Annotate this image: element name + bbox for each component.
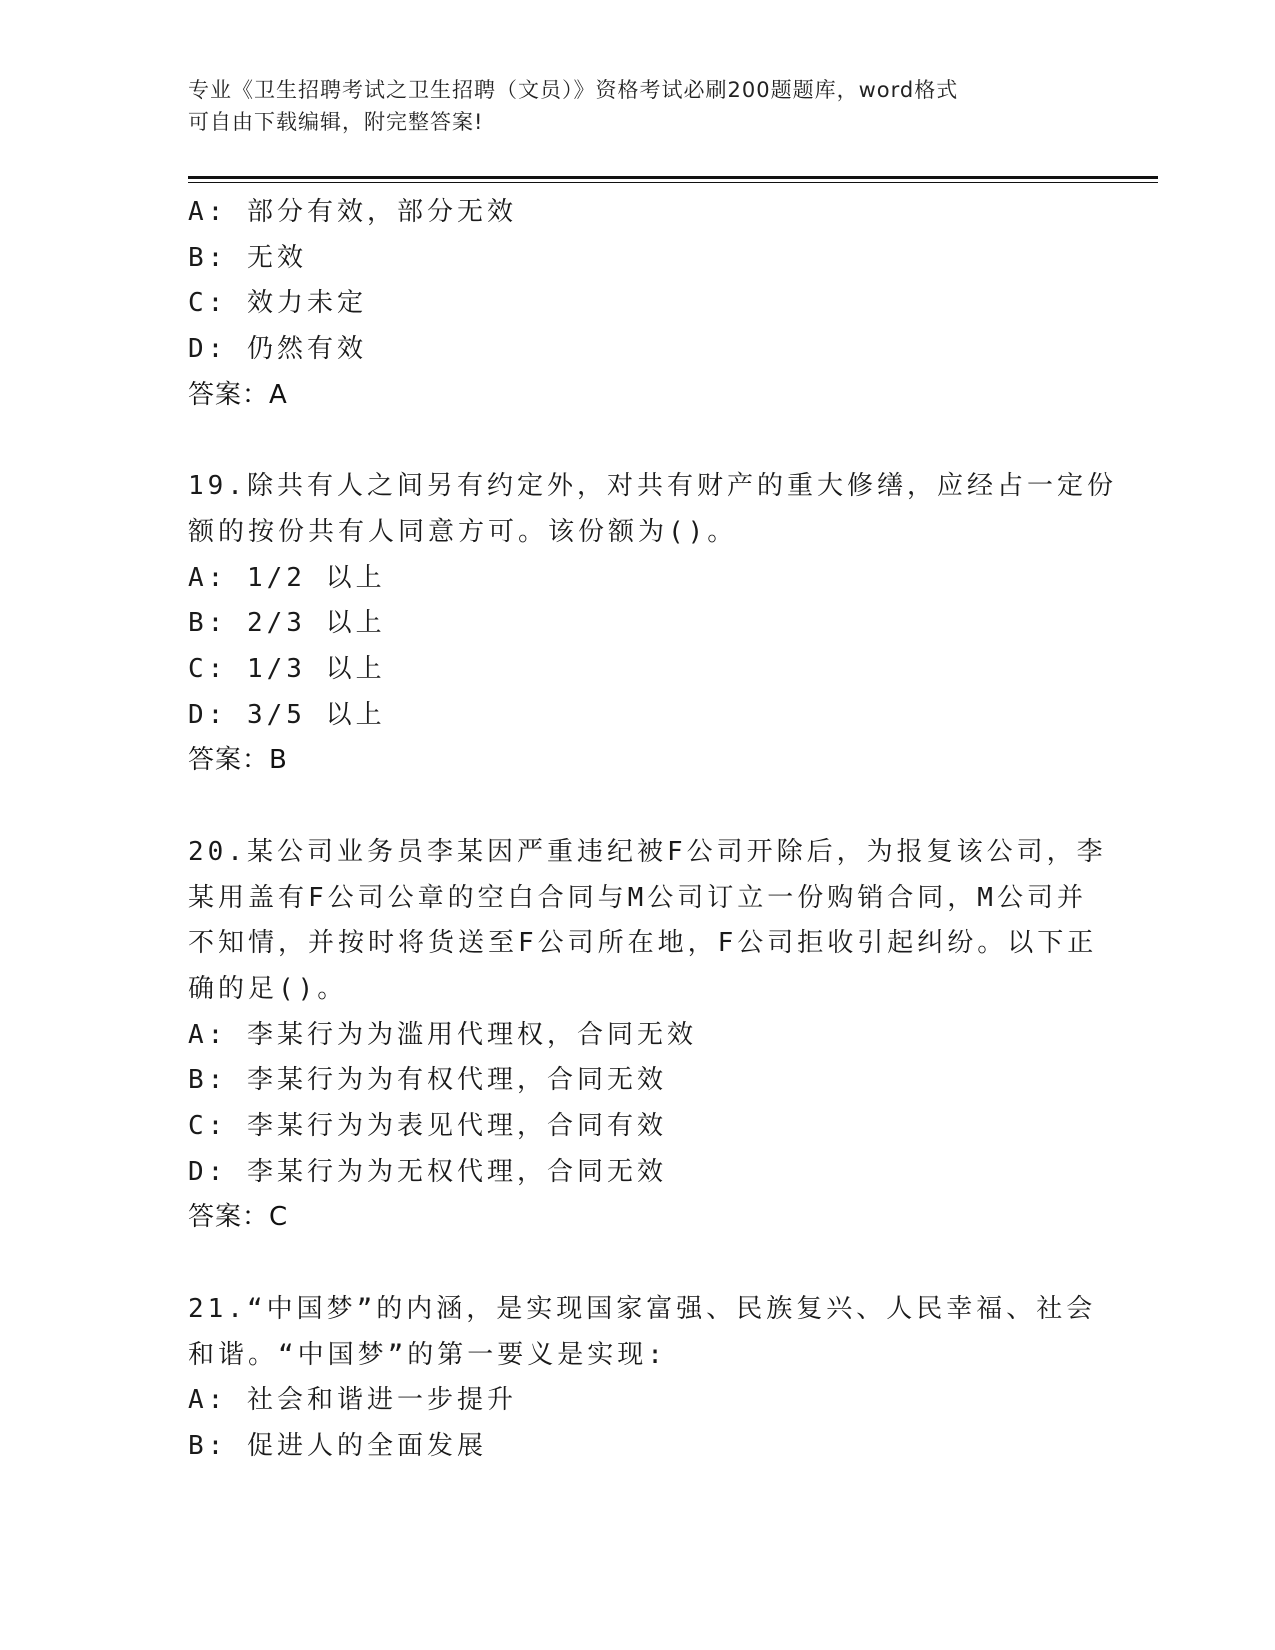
option-c: C: 李某行为为表见代理，合同有效 xyxy=(188,1111,667,1142)
answer-label: 答案：C xyxy=(188,1202,289,1233)
spacer xyxy=(188,784,1088,830)
option-d: D: 李某行为为无权代理，合同无效 xyxy=(188,1156,667,1187)
question-block-20 xyxy=(188,830,1107,1241)
option-b: B: 无效 xyxy=(188,242,307,273)
question-stem-line: 确的足()。 xyxy=(188,973,348,1004)
question-block-18-tail xyxy=(188,190,1088,419)
document-content xyxy=(188,190,1117,1470)
question-stem-line: 和谐。“中国梦”的第一要义是实现: xyxy=(188,1339,667,1370)
header-title-line-2: 可自由下载编辑，附完整答案! xyxy=(188,110,484,134)
option-a: A: 部分有效，部分无效 xyxy=(188,197,517,227)
option-d: D: 仍然有效 xyxy=(188,334,367,365)
spacer xyxy=(188,1241,1088,1287)
question-stem-line: 19.除共有人之间另有约定外，对共有财产的重大修缮，应经占一定份 xyxy=(188,471,1117,502)
header-title-line-1: 专业《卫生招聘考试之卫生招聘（文员）》资格考试必刷200题题库，word格式 xyxy=(188,78,959,102)
option-a: A: 李某行为为滥用代理权，合同无效 xyxy=(188,1019,697,1050)
option-c: C: 1/3 以上 xyxy=(188,654,386,685)
question-block-21 xyxy=(188,1287,1097,1470)
option-a: A: 1/2 以上 xyxy=(188,562,386,593)
answer-label: 答案：A xyxy=(188,379,288,410)
question-stem-line: 额的按份共有人同意方可。该份额为()。 xyxy=(188,516,738,547)
question-stem-line: 20.某公司业务员李某因严重违纪被F公司开除后，为报复该公司，李 xyxy=(188,836,1107,867)
question-stem-line: 21.“中国梦”的内涵，是实现国家富强、民族复兴、人民幸福、社会 xyxy=(188,1293,1097,1324)
spacer xyxy=(188,419,1088,465)
header-rule-thick xyxy=(188,176,1158,179)
question-stem-line: 某用盖有F公司公章的空白合同与M公司订立一份购销合同，M公司并 xyxy=(188,882,1087,913)
option-b: B: 李某行为为有权代理，合同无效 xyxy=(188,1065,667,1096)
option-b: B: 2/3 以上 xyxy=(188,608,386,639)
question-stem-line: 不知情，并按时将货送至F公司所在地，F公司拒收引起纠纷。以下正 xyxy=(188,928,1098,959)
option-a: A: 社会和谐进一步提升 xyxy=(188,1385,517,1416)
header-rule-thin xyxy=(188,182,1158,183)
answer-label: 答案：B xyxy=(188,745,288,776)
option-d: D: 3/5 以上 xyxy=(188,699,386,730)
option-b: B: 促进人的全面发展 xyxy=(188,1430,487,1461)
question-block-19 xyxy=(188,464,1117,784)
document-header xyxy=(188,74,1088,138)
option-c: C: 效力未定 xyxy=(188,288,367,319)
